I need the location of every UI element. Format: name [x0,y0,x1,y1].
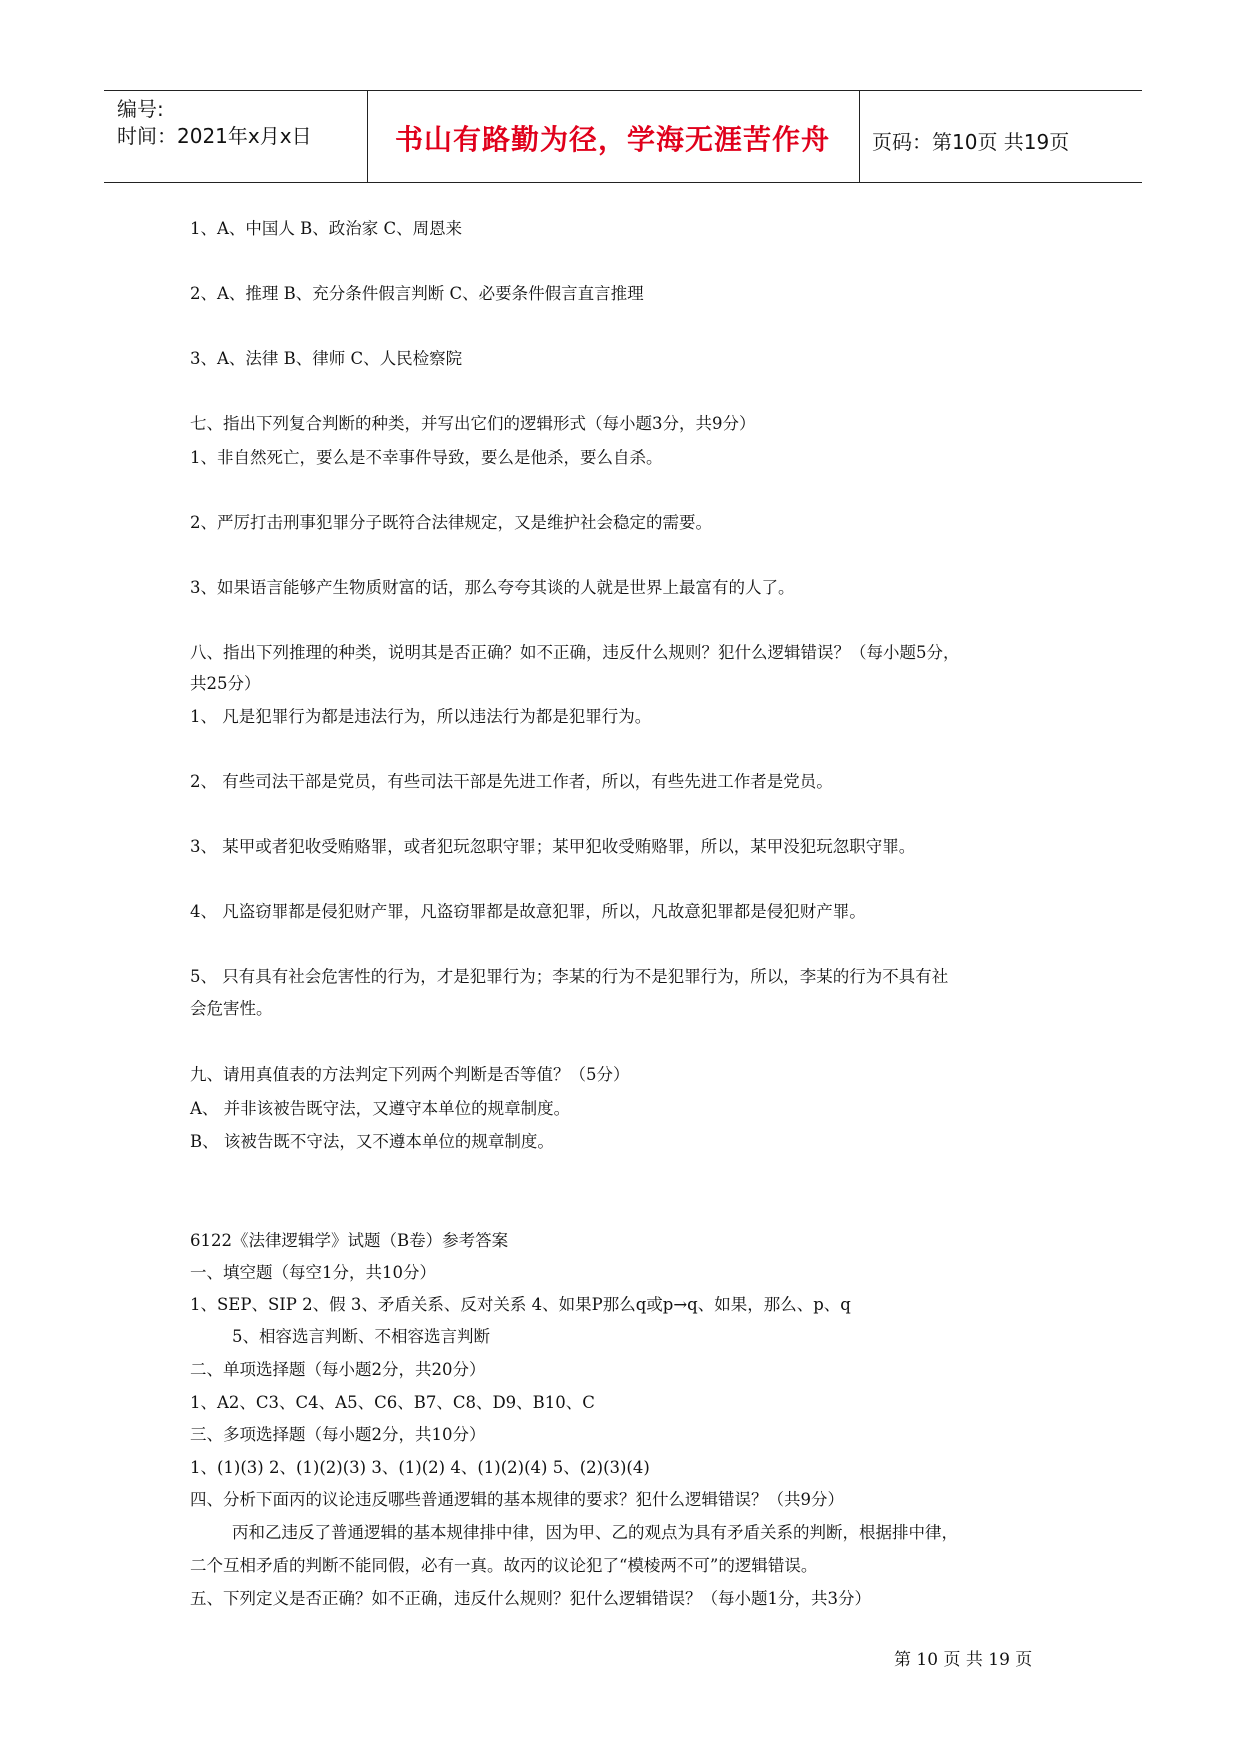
answer-section-4-heading: 四、分析下面丙的议论违反哪些普通逻辑的基本规律的要求？犯什么逻辑错误？（共9分） [190,1490,844,1509]
page-footer: 第 10 页 共 19 页 [894,1650,1033,1670]
section-9-heading: 九、请用真值表的方法判定下列两个判断是否等值？（5分） [190,1065,630,1084]
section-8-item-3: 3、 某甲或者犯收受贿赂罪，或者犯玩忽职守罪；某甲犯收受贿赂罪，所以，某甲没犯玩忽职守罪。 [190,837,916,856]
header-motto: 书山有路勤为径，学海无涯苦作舟 [395,123,831,156]
section-8-item-5-cont: 会危害性。 [190,999,273,1018]
section-8-heading-cont: 共25分） [190,674,261,693]
section-8-item-2: 2、 有些司法干部是党员，有些司法干部是先进工作者，所以，有些先进工作者是党员。 [190,772,833,791]
header-number-label: 编号: [117,97,164,121]
answer-section-4-line-2: 二个互相矛盾的判断不能同假，必有一真。故丙的议论犯了“模棱两不可”的逻辑错误。 [190,1556,818,1575]
section-8-item-5: 5、 只有具有社会危害性的行为，才是犯罪行为；李某的行为不是犯罪行为，所以，李某的行为不具有社 [190,967,949,986]
header-time-label: 时间：2021年x月x日 [117,124,312,148]
section-8-item-1: 1、 凡是犯罪行为都是违法行为，所以违法行为都是犯罪行为。 [190,707,652,726]
answer-section-3-heading: 三、多项选择题（每小题2分，共10分） [190,1425,486,1444]
section-8-heading: 八、指出下列推理的种类，说明其是否正确？如不正确，违反什么规则？犯什么逻辑错误？（每小题5分， [190,643,960,662]
section-7-item-1: 1、非自然死亡，要么是不幸事件导致，要么是他杀，要么自杀。 [190,448,663,467]
answer-section-3-line-1: 1、(1)(3) 2、(1)(2)(3) 3、(1)(2) 4、(1)(2)(4) 5、(2)(3)(4) [190,1458,650,1477]
answer-section-5-heading: 五、下列定义是否正确？如不正确，违反什么规则？犯什么逻辑错误？（每小题1分，共3分） [190,1589,871,1608]
section-7-item-2: 2、严厉打击刑事犯罪分子既符合法律规定，又是维护社会稳定的需要。 [190,513,712,532]
header-divider-right [859,90,860,182]
section-8-item-4: 4、 凡盗窃罪都是侵犯财产罪，凡盗窃罪都是故意犯罪，所以，凡故意犯罪都是侵犯财产罪。 [190,902,866,921]
header-top-rule [104,90,1142,91]
section-7-heading: 七、指出下列复合判断的种类，并写出它们的逻辑形式（每小题3分，共9分） [190,414,756,433]
header-divider-left [367,90,368,182]
q6-option-1: 1、A、中国人 B、政治家 C、周恩来 [190,219,463,238]
section-7-item-3: 3、如果语言能够产生物质财富的话，那么夸夸其谈的人就是世界上最富有的人了。 [190,578,795,597]
answer-section-2-line-1: 1、A2、C3、C4、A5、C6、B7、C8、D9、B10、C [190,1393,595,1412]
header-page-label: 页码：第10页 共19页 [872,130,1070,154]
answer-section-1-heading: 一、填空题（每空1分，共10分） [190,1263,436,1282]
answer-section-1-line-1: 1、SEP、SIP 2、假 3、矛盾关系、反对关系 4、如果P那么q或p→q、如果，那么、p、q [190,1295,851,1314]
q6-option-3: 3、A、法律 B、律师 C、人民检察院 [190,349,463,368]
answer-title: 6122《法律逻辑学》试题（B卷）参考答案 [190,1231,509,1250]
header-bottom-rule [104,182,1142,183]
section-9-item-b: B、 该被告既不守法，又不遵本单位的规章制度。 [190,1132,554,1151]
answer-section-4-line-1: 丙和乙违反了普通逻辑的基本规律排中律，因为甲、乙的观点为具有矛盾关系的判断，根据排中律， [232,1523,958,1542]
answer-section-2-heading: 二、单项选择题（每小题2分，共20分） [190,1360,486,1379]
q6-option-2: 2、A、推理 B、充分条件假言判断 C、必要条件假言直言推理 [190,284,644,303]
answer-section-1-line-2: 5、相容选言判断、不相容选言判断 [232,1327,490,1346]
section-9-item-a: A、 并非该被告既守法，又遵守本单位的规章制度。 [190,1099,571,1118]
